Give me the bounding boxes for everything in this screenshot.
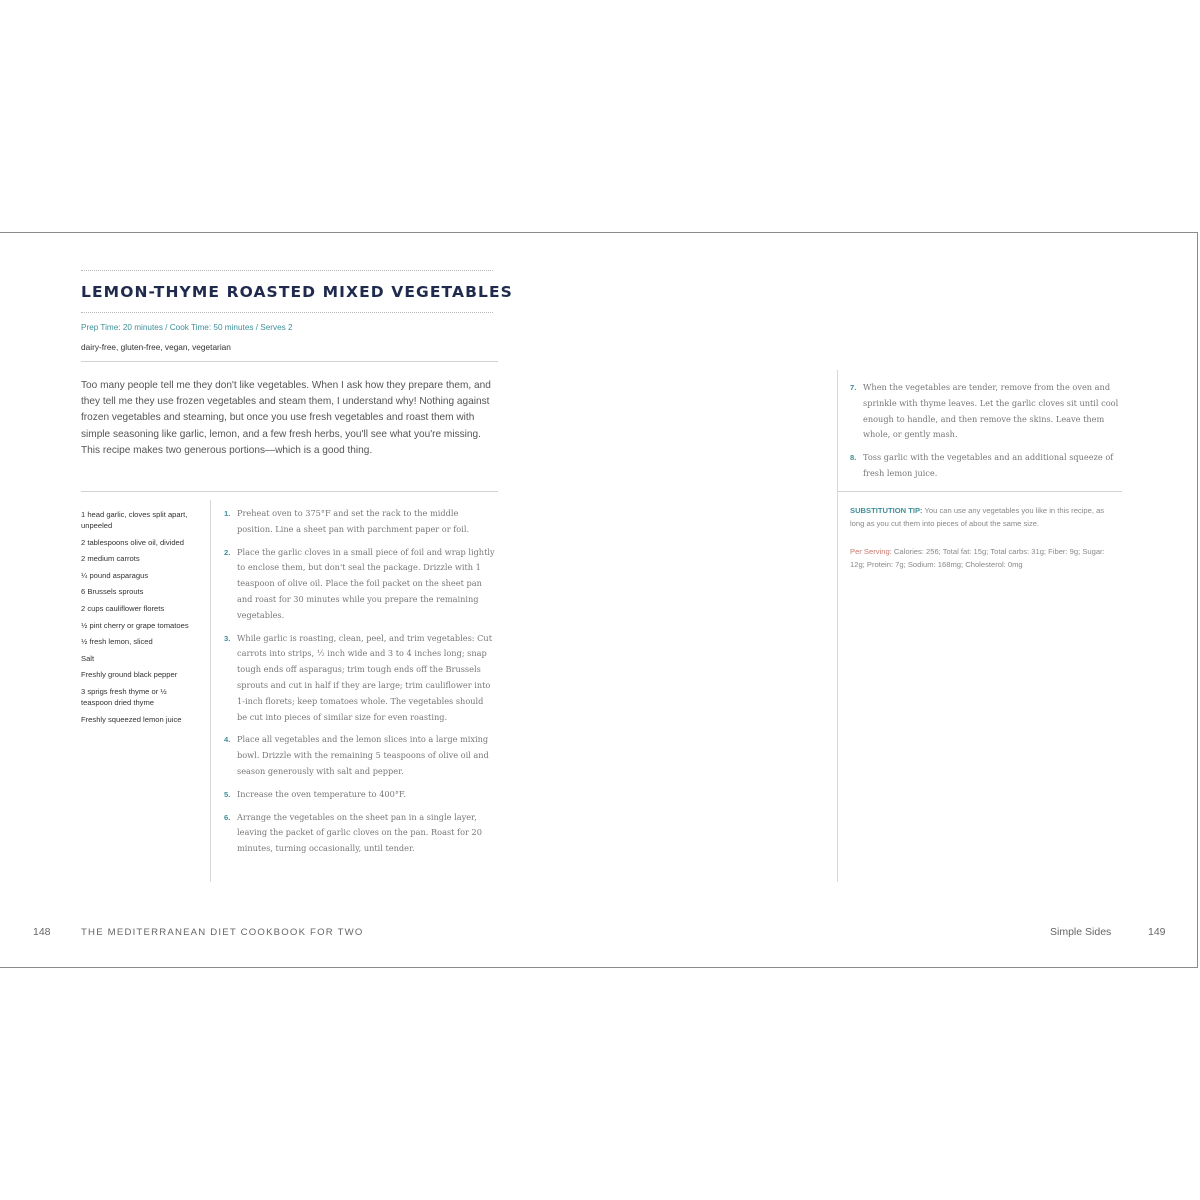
ingredient-item: Freshly squeezed lemon juice xyxy=(81,714,182,724)
step-number: 7. xyxy=(850,383,857,392)
step-number: 2. xyxy=(224,547,231,557)
nutrition-text: Calories: 256; Total fat: 15g; Total carbs: 31g; Fiber: 9g; Sugar: 12g; Protein: 7g; Sodium: 168mg; Cholesterol: 0mg xyxy=(850,547,1105,569)
recipe-title: LEMON-THYME ROASTED MIXED VEGETABLES xyxy=(81,283,513,301)
instruction-step xyxy=(850,450,1122,482)
ingredient-item: Salt xyxy=(81,653,95,663)
step-text: When the vegetables are tender, remove from the oven and sprinkle with thyme leaves. Let the garlic cloves sit until cool enough to handle, and then remove the skins. Leave them whole, or gently mash. xyxy=(863,382,1119,440)
step-number: 3. xyxy=(224,633,231,643)
step-text: Place the garlic cloves in a small piece of foil and wrap lightly to enclose them, but don't seal the package. Drizzle with 1 teaspoon of olive oil. Place the foil packet on the sheet pan and roast for 30 minutes while you prepare the remaining vegetables. xyxy=(237,546,495,620)
instruction-step xyxy=(224,545,496,624)
step-number: 5. xyxy=(224,789,231,799)
step-number: 4. xyxy=(224,735,231,745)
instruction-step xyxy=(224,506,496,538)
ingredient-item: 1 head garlic, cloves split apart, unpeeled xyxy=(81,510,188,530)
title-underline-rule xyxy=(81,312,493,313)
meta-divider xyxy=(81,361,498,362)
step-text: Increase the oven temperature to 400°F. xyxy=(237,788,406,799)
diet-tags: dairy-free, gluten-free, vegan, vegetarian xyxy=(81,342,231,352)
recipe-meta: Prep Time: 20 minutes / Cook Time: 50 minutes / Serves 2 xyxy=(81,323,293,332)
ingredient-item: ¼ pound asparagus xyxy=(81,570,149,580)
intro-divider xyxy=(81,491,498,492)
instruction-step xyxy=(224,631,496,726)
substitution-tip xyxy=(850,504,1118,530)
left-running-head: THE MEDITERRANEAN DIET COOKBOOK FOR TWO xyxy=(81,927,364,938)
ingredients-list xyxy=(81,509,199,730)
ingredient-item: 2 tablespoons olive oil, divided xyxy=(81,537,185,547)
tip-text: You can use any vegetables you like in this recipe, as long as you cut them into pieces of about the same size. xyxy=(850,506,1105,528)
ingredient-item: ½ pint cherry or grape tomatoes xyxy=(81,620,189,630)
instruction-step xyxy=(224,787,496,803)
step-text: Arrange the vegetables on the sheet pan in a single layer, leaving the packet of garlic cloves on the pan. Roast for 20 minutes, turning occasionally, until tender. xyxy=(237,811,482,854)
step-number: 6. xyxy=(224,812,231,822)
tip-label: SUBSTITUTION TIP: xyxy=(850,506,923,515)
step-text: Place all vegetables and the lemon slices into a large mixing bowl. Drizzle with the remaining 5 teaspoons of olive oil and season generously with salt and pepper. xyxy=(237,734,489,776)
right-running-head: Simple Sides xyxy=(1050,926,1112,938)
right-page-number: 149 xyxy=(1148,926,1166,938)
ingredients-divider xyxy=(210,500,211,882)
ingredient-item: 6 Brussels sprouts xyxy=(81,587,144,597)
ingredient-item: 2 cups cauliflower florets xyxy=(81,603,165,613)
ingredient-item: Freshly ground black pepper xyxy=(81,670,178,680)
ingredient-item: ½ fresh lemon, sliced xyxy=(81,637,153,647)
right-column-divider xyxy=(837,370,838,882)
ingredient-item: 2 medium carrots xyxy=(81,554,140,564)
instruction-step xyxy=(224,732,496,779)
step-number: 1. xyxy=(224,509,231,518)
instruction-step xyxy=(224,810,496,857)
step-text: Toss garlic with the vegetables and an additional squeeze of fresh lemon juice. xyxy=(863,452,1114,478)
nutrition-info xyxy=(850,545,1118,571)
step-text: Preheat oven to 375°F and set the rack to the middle position. Line a sheet pan with parchment paper or foil. xyxy=(237,508,470,534)
ingredient-item: 3 sprigs fresh thyme or ½ teaspoon dried thyme xyxy=(81,686,167,707)
step-number: 8. xyxy=(850,453,857,463)
recipe-intro: Too many people tell me they don't like vegetables. When I ask how they prepare them, and they tell me they use frozen vegetables and steam them, I understand why! Nothing against frozen vegetables and steaming, but once you use fresh vegetables and roast them with simple seasoning like garlic, lemon, and a few fresh herbs, you'll see what you're missing. This recipe makes two generous portions—which is a good thing. xyxy=(81,380,491,456)
nutrition-label: Per Serving: xyxy=(850,547,892,556)
instruction-step xyxy=(850,380,1122,443)
instructions-list-right xyxy=(850,380,1122,489)
left-page-number: 148 xyxy=(33,926,51,938)
step-text: While garlic is roasting, clean, peel, and trim vegetables: Cut carrots into strips, ½ inch wide and 3 to 4 inches long; snap tough ends off asparagus; trim tough ends off the Brussels sprouts and cut in half if they are large; trim cauliflower into 1-inch florets; keep tomatoes whole. The vegetables should be cut into pieces of similar size for even roasting. xyxy=(237,632,492,722)
title-dotted-rule xyxy=(81,270,493,271)
tip-divider xyxy=(837,491,1122,492)
instructions-list-left xyxy=(224,506,496,864)
